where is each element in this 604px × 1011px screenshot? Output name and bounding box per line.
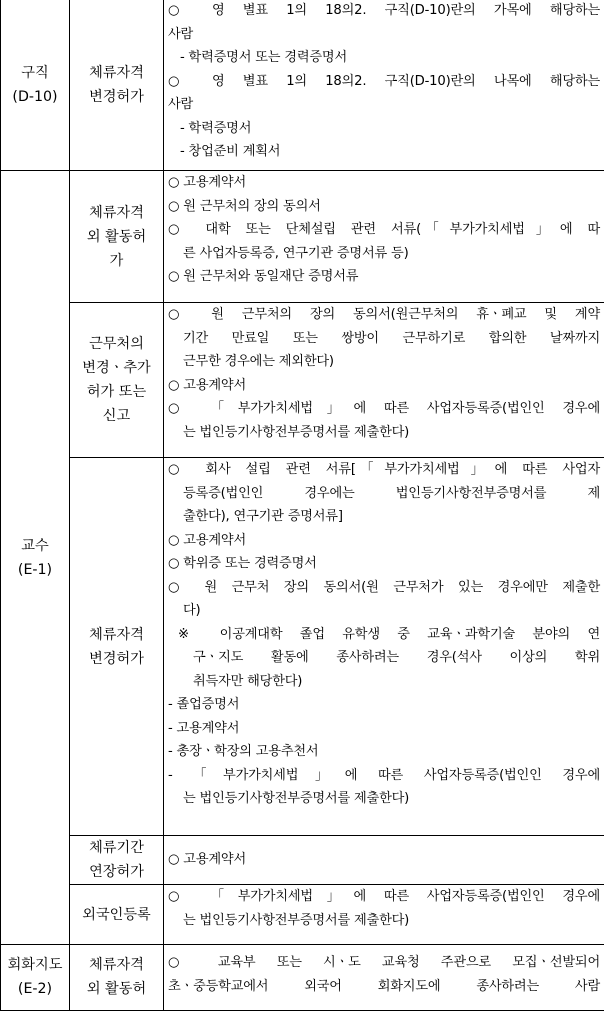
permission-line: 연장허가	[70, 860, 163, 884]
document-line: ○ 원 근무처와 동일재단 증명서류	[164, 265, 604, 289]
document-line: 등록증(법인인 경우에는 법인등기사항전부증명서를 제	[164, 482, 604, 506]
permission-cell	[70, 303, 164, 458]
table-row	[1, 458, 604, 836]
document-line: ○ 원 근무처의 장의 동의서	[164, 195, 604, 219]
category-code: (D-10)	[1, 85, 69, 109]
document-line: ○ 교육부 또는 시ㆍ도 교육청 주관으로 모집ㆍ선발되어	[164, 951, 604, 975]
documents-cell	[164, 303, 604, 458]
document-line: ○ 고용계약서	[164, 374, 604, 398]
document-line: 구ㆍ지도 활동에 종사하려는 경우(석사 이상의 학위	[164, 646, 604, 670]
document-line: 사람	[164, 23, 604, 47]
document-line: 는 법인등기사항전부증명서를 제출한다)	[164, 909, 604, 933]
documents-cell	[164, 458, 604, 836]
permission-line: 외 활동허	[70, 977, 163, 1001]
permission-line: 신고	[70, 404, 163, 428]
document-line: ○ 대학 또는 단체설립 관련 서류(「부가가치세법」에 따	[164, 218, 604, 242]
permission-line: 체류자격	[70, 61, 163, 85]
permission-line: 근무처의	[70, 332, 163, 356]
document-line: ○ 원 근무처 장의 동의서(원 근무처가 있는 경우에만 제출한	[164, 576, 604, 600]
permission-line: 체류기간	[70, 836, 163, 860]
category-name: 구직	[1, 61, 69, 85]
document-line: ○ 원 근무처의 장의 동의서(원근무처의 휴ㆍ폐교 및 계약	[164, 303, 604, 327]
document-line: - 고용계약서	[164, 717, 604, 741]
permission-line: 변경허가	[70, 647, 163, 671]
document-line: ○ 고용계약서	[164, 529, 604, 553]
category-code: (E-2)	[1, 977, 69, 1001]
document-line: ○ 「부가가치세법」에 따른 사업자등록증(법인인 경우에	[164, 397, 604, 421]
document-line: ○ 「부가가치세법」에 따른 사업자등록증(법인인 경우에	[164, 885, 604, 909]
documents-cell	[164, 0, 604, 171]
table-row	[1, 836, 604, 885]
documents-cell	[164, 836, 604, 885]
document-line: 는 법인등기사항전부증명서를 제출한다)	[164, 787, 604, 811]
document-line: ※ 이공계대학 졸업 유학생 중 교육ㆍ과학기술 분야의 연	[164, 623, 604, 647]
table-row	[1, 171, 604, 303]
table-row	[1, 0, 604, 171]
document-line: ○ 영 별표 1의 18의2. 구직(D-10)란의 나목에 해당하는	[164, 70, 604, 94]
permission-line: 허가 또는	[70, 380, 163, 404]
permission-line: 가	[70, 249, 163, 273]
document-line: 기간 만료일 또는 쌍방이 근무하기로 합의한 날짜까지	[164, 327, 604, 351]
permission-line: 체류자격	[70, 623, 163, 647]
document-line: 다)	[164, 599, 604, 623]
document-line: ○ 회사 설립 관련 서류[「부가가치세법」에 따른 사업자	[164, 458, 604, 482]
document-line: ○ 고용계약서	[164, 171, 604, 195]
permission-cell	[70, 458, 164, 836]
category-code: (E-1)	[1, 558, 69, 582]
document-line: - 창업준비 계획서	[164, 140, 604, 164]
category-name: 교수	[1, 534, 69, 558]
document-line: ○ 학위증 또는 경력증명서	[164, 552, 604, 576]
documents-cell	[164, 885, 604, 945]
permission-cell	[70, 836, 164, 885]
permission-cell	[70, 0, 164, 171]
permission-line: 변경ㆍ추가	[70, 356, 163, 380]
document-line: 는 법인등기사항전부증명서를 제출한다)	[164, 421, 604, 445]
permission-line: 외 활동허	[70, 225, 163, 249]
permission-cell	[70, 885, 164, 945]
document-line: 근무한 경우에는 제외한다)	[164, 350, 604, 374]
documents-cell	[164, 171, 604, 303]
document-line: 취득자만 해당한다)	[164, 670, 604, 694]
document-line: - 「부가가치세법」에 따른 사업자등록증(법인인 경우에	[164, 764, 604, 788]
document-line: 사람	[164, 93, 604, 117]
permission-line: 외국인등록	[70, 903, 163, 927]
document-line: ○ 영 별표 1의 18의2. 구직(D-10)란의 가목에 해당하는	[164, 0, 604, 23]
document-line: - 총장ㆍ학장의 고용추천서	[164, 740, 604, 764]
table-row	[1, 303, 604, 458]
category-name: 회화지도	[1, 953, 69, 977]
document-line: - 졸업증명서	[164, 693, 604, 717]
category-cell	[1, 171, 70, 945]
permission-cell	[70, 171, 164, 303]
document-line: 른 사업자등록증, 연구기관 증명서류 등)	[164, 242, 604, 266]
document-line: - 학력증명서 또는 경력증명서	[164, 46, 604, 70]
permission-line: 변경허가	[70, 85, 163, 109]
document-line: ○ 고용계약서	[164, 848, 604, 872]
permission-line: 체류자격	[70, 201, 163, 225]
category-cell	[1, 0, 70, 171]
permission-line: 체류자격	[70, 953, 163, 977]
table-row	[1, 885, 604, 945]
document-line: - 학력증명서	[164, 117, 604, 141]
document-line: 초ㆍ중등학교에서 외국어 회화지도에 종사하려는 사람	[164, 975, 604, 999]
document-line: 출한다), 연구기관 증명서류]	[164, 505, 604, 529]
